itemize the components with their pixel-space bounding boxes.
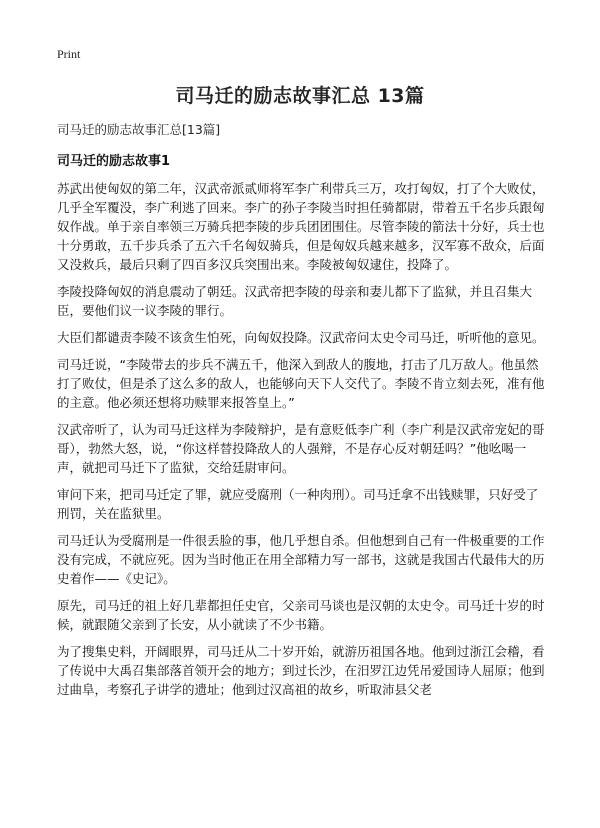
paragraph-4: 司马迁说，“李陵带去的步兵不满五千，他深入到敌人的腹地，打击了几万敌人。他虽然打了败仗，但是杀了这么多的敌人，也能够向天下人交代了。李陵不肯立刻去死，准有他的主意。他必须还想将功赎罪来报答皇上。” bbox=[57, 357, 545, 410]
paragraph-9: 为了搜集史料，开阔眼界，司马迁从二十岁开始，就游历祖国各地。他到过浙江会稽，看了传说中大禹召集部落首领开会的地方；到过长沙，在汨罗江边凭吊爱国诗人屈原；他到过曲阜，考察孔子讲学的遗址；他到过汉高祖的故乡，听取沛县父老 bbox=[57, 644, 545, 697]
article-subtitle: 司马迁的励志故事汇总[13篇] bbox=[57, 122, 221, 137]
article-body bbox=[57, 120, 547, 707]
paragraph-5: 汉武帝听了，认为司马迁这样为李陵辩护，是有意贬低李广利（李广利是汉武帝宠妃的哥哥），勃然大怒，说，“你这样替投降敌人的人强辩，不是存心反对朝廷吗？”他吆喝一声，就把司马迁下了监狱，交给廷尉审问。 bbox=[57, 422, 545, 475]
print-link[interactable]: Print bbox=[57, 47, 81, 61]
paragraph-2: 李陵投降匈奴的消息震动了朝廷。汉武帝把李陵的母亲和妻儿都下了监狱，并且召集大臣，要他们议一议李陵的罪行。 bbox=[57, 284, 533, 318]
section-heading: 司马迁的励志故事1 bbox=[57, 154, 171, 169]
page-title: 司马迁的励志故事汇总 13篇 bbox=[175, 85, 425, 107]
paragraph-6: 审问下来，把司马迁定了罪，就应受腐刑（一种肉刑）。司马迁拿不出钱赎罪，只好受了刑罚，关在监狱里。 bbox=[57, 487, 539, 521]
paragraph-7: 司马迁认为受腐刑是一件很丢脸的事，他几乎想自杀。但他想到自己有一件极重要的工作没有完成，不就应死。因为当时他正在用全部精力写一部书，这就是我国古代最伟大的历史着作——《史记》。 bbox=[57, 533, 545, 586]
paragraph-1: 苏武出使匈奴的第二年，汉武帝派贰师将军李广利带兵三万，攻打匈奴，打了个大败仗，几乎全军覆没，李广利逃了回来。李广的孙子李陵当时担任骑都尉，带着五千名步兵跟匈奴作战。单于亲自率领三万骑兵把李陵的步兵团团围住。尽管李陵的箭法十分好，兵士也十分勇敢，五千步兵杀了五六千名匈奴骑兵，但是匈奴兵越来越多，汉军寡不敌众，后面又没救兵，最后只剩了四百多汉兵突围出来。李陵被匈奴逮住，投降了。 bbox=[57, 181, 545, 272]
paragraph-8: 原先，司马迁的祖上好几辈都担任史官，父亲司马谈也是汉朝的太史令。司马迁十岁的时候，就跟随父亲到了长安，从小就读了不少书籍。 bbox=[57, 598, 545, 632]
paragraph-3: 大臣们都谴责李陵不该贪生怕死，向匈奴投降。汉武帝问太史令司马迁，听听他的意见。 bbox=[57, 330, 545, 345]
